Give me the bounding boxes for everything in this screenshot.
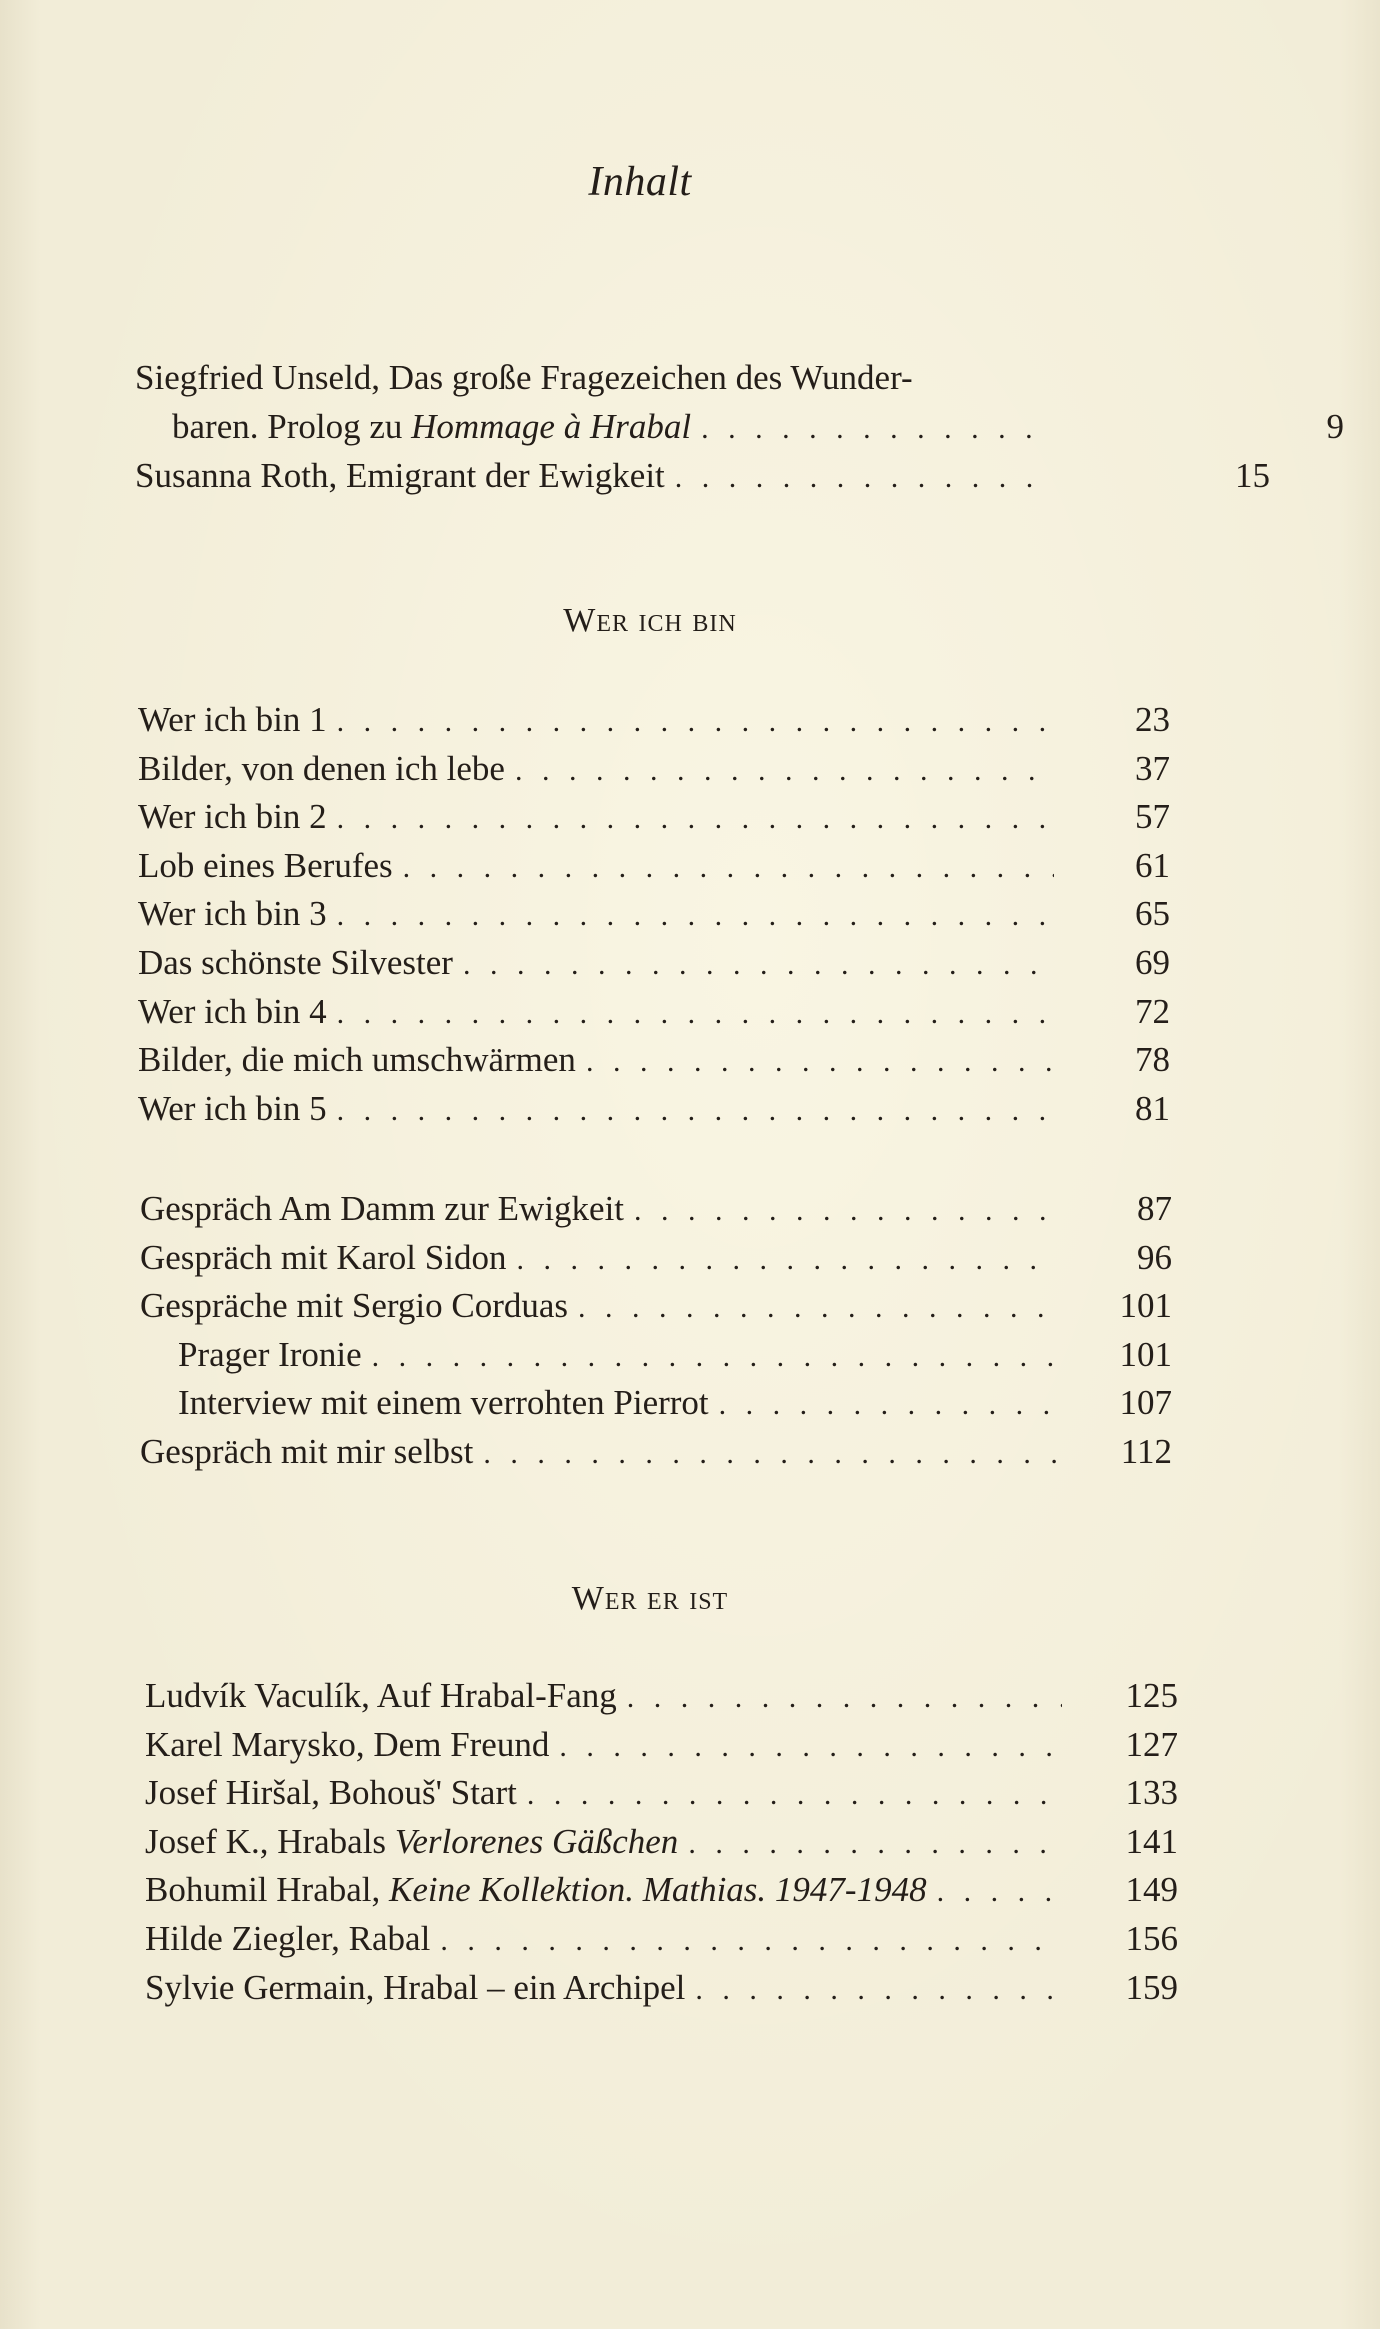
page-number: 96	[1137, 1237, 1172, 1277]
page-number: 57	[1135, 797, 1170, 837]
toc-entry-prologue-line1	[135, 354, 1075, 402]
toc-entry[interactable]	[138, 988, 1170, 1038]
toc-entry-text: Das schönste Silvester	[138, 943, 453, 982]
toc-entry[interactable]	[145, 1769, 1178, 1819]
dot-leader	[463, 941, 1054, 989]
dot-leader	[586, 1038, 1054, 1086]
page-number: 37	[1135, 748, 1170, 788]
toc-entry-text: Gespräch mit Karol Sidon	[140, 1237, 507, 1277]
toc-entry-text: Hilde Ziegler, Rabal	[145, 1919, 431, 1958]
page-number: 69	[1135, 943, 1170, 982]
dot-leader	[515, 747, 1054, 795]
toc-entry[interactable]	[140, 1428, 1172, 1478]
toc-entry-text: Bilder, von denen ich lebe	[138, 748, 505, 788]
page-number: 125	[1125, 1676, 1178, 1715]
dot-leader	[337, 698, 1054, 746]
dot-leader	[372, 1333, 1056, 1381]
dot-leader	[634, 1187, 1056, 1235]
page-number: 61	[1135, 845, 1170, 885]
dot-leader	[337, 795, 1054, 843]
toc-entry-text: Wer ich bin 3	[138, 894, 327, 934]
toc-entry-text: Wer ich bin 4	[138, 991, 327, 1031]
toc-entry-text: Sylvie Germain, Hrabal – ein Archipel	[145, 1967, 686, 2007]
dot-leader	[337, 990, 1054, 1038]
toc-entry-text: Lob eines Berufes	[138, 845, 393, 885]
toc-entry[interactable]	[138, 745, 1170, 795]
toc-entry-text-pre: Bohumil Hrabal,	[145, 1870, 389, 1910]
toc-entry-title-italic: Keine Kollektion. Mathias. 1947-1948	[389, 1870, 927, 1910]
toc-entry[interactable]	[145, 1672, 1178, 1722]
dot-leader	[483, 1430, 1056, 1478]
page-title: Inhalt	[588, 159, 692, 205]
toc-entry-text: Gespräche mit Sergio Corduas	[140, 1286, 569, 1326]
toc-entry[interactable]	[138, 890, 1170, 940]
toc-entry[interactable]	[145, 1818, 1178, 1868]
toc-entry[interactable]	[138, 842, 1170, 892]
toc-entry-roth[interactable]	[135, 452, 1270, 502]
page-number: 141	[1125, 1821, 1178, 1861]
toc-entry[interactable]	[138, 696, 1170, 746]
dot-leader	[527, 1771, 1062, 1819]
toc-entry-text	[145, 1866, 927, 1914]
toc-entry-text: Susanna Roth, Emigrant der Ewigkeit	[135, 456, 665, 495]
toc-entry-text-pre: Josef K., Hrabals	[145, 1821, 395, 1861]
toc-entry-text: Josef Hiršal, Bohouš' Start	[145, 1773, 517, 1813]
toc-entry[interactable]	[178, 1379, 1172, 1429]
dot-leader	[937, 1868, 1062, 1916]
toc-entry-text: Karel Marysko, Dem Freund	[145, 1724, 550, 1764]
dot-leader	[440, 1917, 1062, 1965]
section-heading-wer-ich-bin: Wer ich bin	[563, 602, 737, 639]
page-number: 15	[1235, 456, 1270, 495]
page-number: 9	[1326, 407, 1344, 446]
page-number: 149	[1125, 1870, 1178, 1910]
page-number: 159	[1125, 1967, 1178, 2007]
toc-entry[interactable]	[178, 1331, 1172, 1381]
toc-entry-text: Prager Ironie	[178, 1334, 362, 1374]
toc-entry[interactable]	[145, 1721, 1178, 1771]
section-heading-wer-er-ist: Wer er ist	[571, 1580, 729, 1617]
toc-entry[interactable]	[140, 1234, 1172, 1284]
toc-entry-text: Interview mit einem verrohten Pierrot	[178, 1383, 709, 1423]
toc-entry[interactable]	[138, 939, 1170, 989]
toc-entry[interactable]	[138, 793, 1170, 843]
page-number: 127	[1125, 1724, 1178, 1764]
toc-entry-text-pre: baren. Prolog zu	[172, 407, 412, 446]
dot-leader	[578, 1284, 1056, 1332]
toc-entry-text: Gespräch mit mir selbst	[140, 1432, 474, 1471]
toc-entry-text	[172, 403, 691, 451]
toc-entry-text: Gespräch Am Damm zur Ewigkeit	[140, 1189, 625, 1228]
toc-entry-text: Wer ich bin 2	[138, 797, 327, 837]
toc-entry[interactable]	[140, 1185, 1172, 1235]
page-number: 101	[1119, 1334, 1172, 1374]
dot-leader	[337, 1087, 1054, 1135]
page-number: 65	[1135, 894, 1170, 934]
toc-entry-title-italic: Hommage à Hrabal	[411, 407, 692, 446]
toc-entry-text: Ludvík Vaculík, Auf Hrabal-Fang	[145, 1676, 617, 1715]
page-number: 87	[1137, 1189, 1172, 1228]
dot-leader	[719, 1381, 1056, 1429]
dot-leader	[337, 892, 1054, 940]
toc-entry-text	[145, 1818, 678, 1866]
toc-entry-title-italic: Verlorenes Gäßchen	[394, 1821, 679, 1861]
dot-leader	[403, 844, 1054, 892]
dot-leader	[627, 1674, 1062, 1722]
page-number: 133	[1125, 1773, 1178, 1813]
page-number: 112	[1120, 1432, 1172, 1471]
dot-leader	[701, 405, 1046, 453]
toc-entry-text: Siegfried Unseld, Das große Fragezeichen des Wunder-	[135, 358, 913, 397]
page-number: 156	[1125, 1919, 1178, 1958]
toc-entry-prologue[interactable]	[172, 403, 1344, 453]
toc-entry-text: Wer ich bin 1	[138, 700, 327, 739]
page-number: 101	[1119, 1286, 1172, 1326]
page-number: 78	[1135, 1040, 1170, 1080]
page-number: 107	[1119, 1383, 1172, 1423]
toc-entry-text: Wer ich bin 5	[138, 1088, 327, 1128]
toc-entry[interactable]	[138, 1036, 1170, 1086]
dot-leader	[516, 1236, 1056, 1284]
toc-entry[interactable]	[145, 1964, 1178, 2014]
page-number: 81	[1135, 1088, 1170, 1128]
dot-leader	[695, 1966, 1062, 2014]
dot-leader	[559, 1723, 1062, 1771]
toc-entry-text: Bilder, die mich umschwärmen	[138, 1040, 576, 1080]
toc-entry[interactable]	[145, 1915, 1178, 1965]
toc-entry[interactable]	[145, 1866, 1178, 1916]
page-number: 23	[1135, 700, 1170, 739]
dot-leader	[675, 454, 1046, 502]
toc-entry[interactable]	[140, 1282, 1172, 1332]
toc-entry[interactable]	[138, 1085, 1170, 1135]
dot-leader	[688, 1820, 1062, 1868]
page-number: 72	[1135, 991, 1170, 1031]
